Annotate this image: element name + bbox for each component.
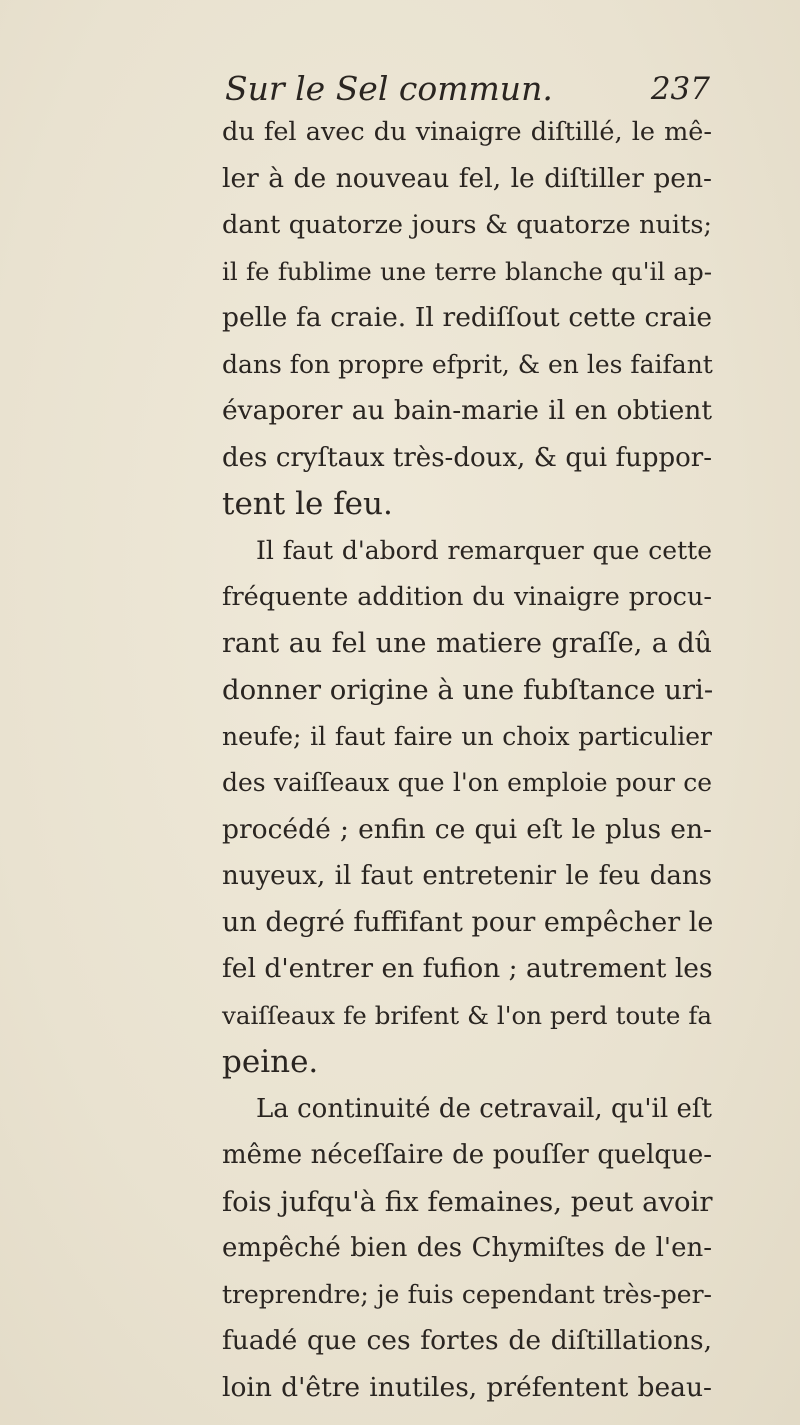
text-line: pelle fa craie. Il rediſſout cette craie (222, 302, 712, 333)
text-line: des vaiſſeaux que l'on emploie pour ce (222, 768, 712, 797)
body-text (222, 109, 712, 1411)
running-title: Sur le Sel commun. (225, 69, 553, 108)
text-line: dant quatorze jours & quatorze nuits; (222, 210, 712, 240)
text-line: rant au fel une matiere graſſe, a dû (222, 627, 712, 659)
text-line: il fe fublime une terre blanche qu'il ap- (222, 256, 712, 286)
page-number: 237 (650, 71, 710, 107)
text-line: fréquente addition du vinaigre procu- (222, 582, 712, 612)
text-line: vaiſſeaux fe brifent & l'on perd toute fa (222, 1000, 712, 1030)
text-line: fel d'entrer en fufion ; autrement les (222, 953, 713, 984)
text-line: procédé ; enfin ce qui eſt le plus en- (222, 813, 712, 845)
text-line: un degré fuffifant pour empêcher le (222, 906, 714, 938)
text-line: loin d'être inutiles, préfentent beau- (222, 1371, 712, 1403)
text-line: des cryſtaux très-doux, & qui fuppor- (222, 442, 712, 473)
text-line: dans fon propre efprit, & en les faifant (222, 349, 713, 379)
text-line: donner origine à une fubſtance uri- (222, 674, 714, 706)
text-line: peine. (222, 1044, 319, 1080)
text-line: nuyeux, il faut entretenir le feu dans (222, 861, 712, 891)
text-line: évaporer au bain-marie il en obtient (222, 395, 712, 426)
text-line: tent le feu. (222, 486, 393, 522)
text-line: ler à de nouveau fel, le diſtiller pen- (222, 162, 712, 194)
text-line: empêché bien des Chymiſtes de l'en- (222, 1233, 712, 1263)
text-line: même néceſſaire de pouſſer quelque- (222, 1140, 712, 1170)
text-line: neufe; il faut faire un choix particulier (222, 721, 712, 751)
text-line: fois jufqu'à fix femaines, peut avoir (222, 1185, 713, 1218)
text-line: fuadé que ces fortes de diſtillations, (222, 1325, 712, 1356)
text-line: treprendre; je fuis cependant très-per- (222, 1279, 712, 1309)
text-line: du fel avec du vinaigre diſtillé, le mê- (222, 117, 712, 147)
paragraph-start-line: La continuité de cetravail, qu'il eſt (256, 1093, 712, 1124)
page-header (225, 68, 710, 110)
paragraph-start-line: Il faut d'abord remarquer que cette (256, 535, 712, 565)
